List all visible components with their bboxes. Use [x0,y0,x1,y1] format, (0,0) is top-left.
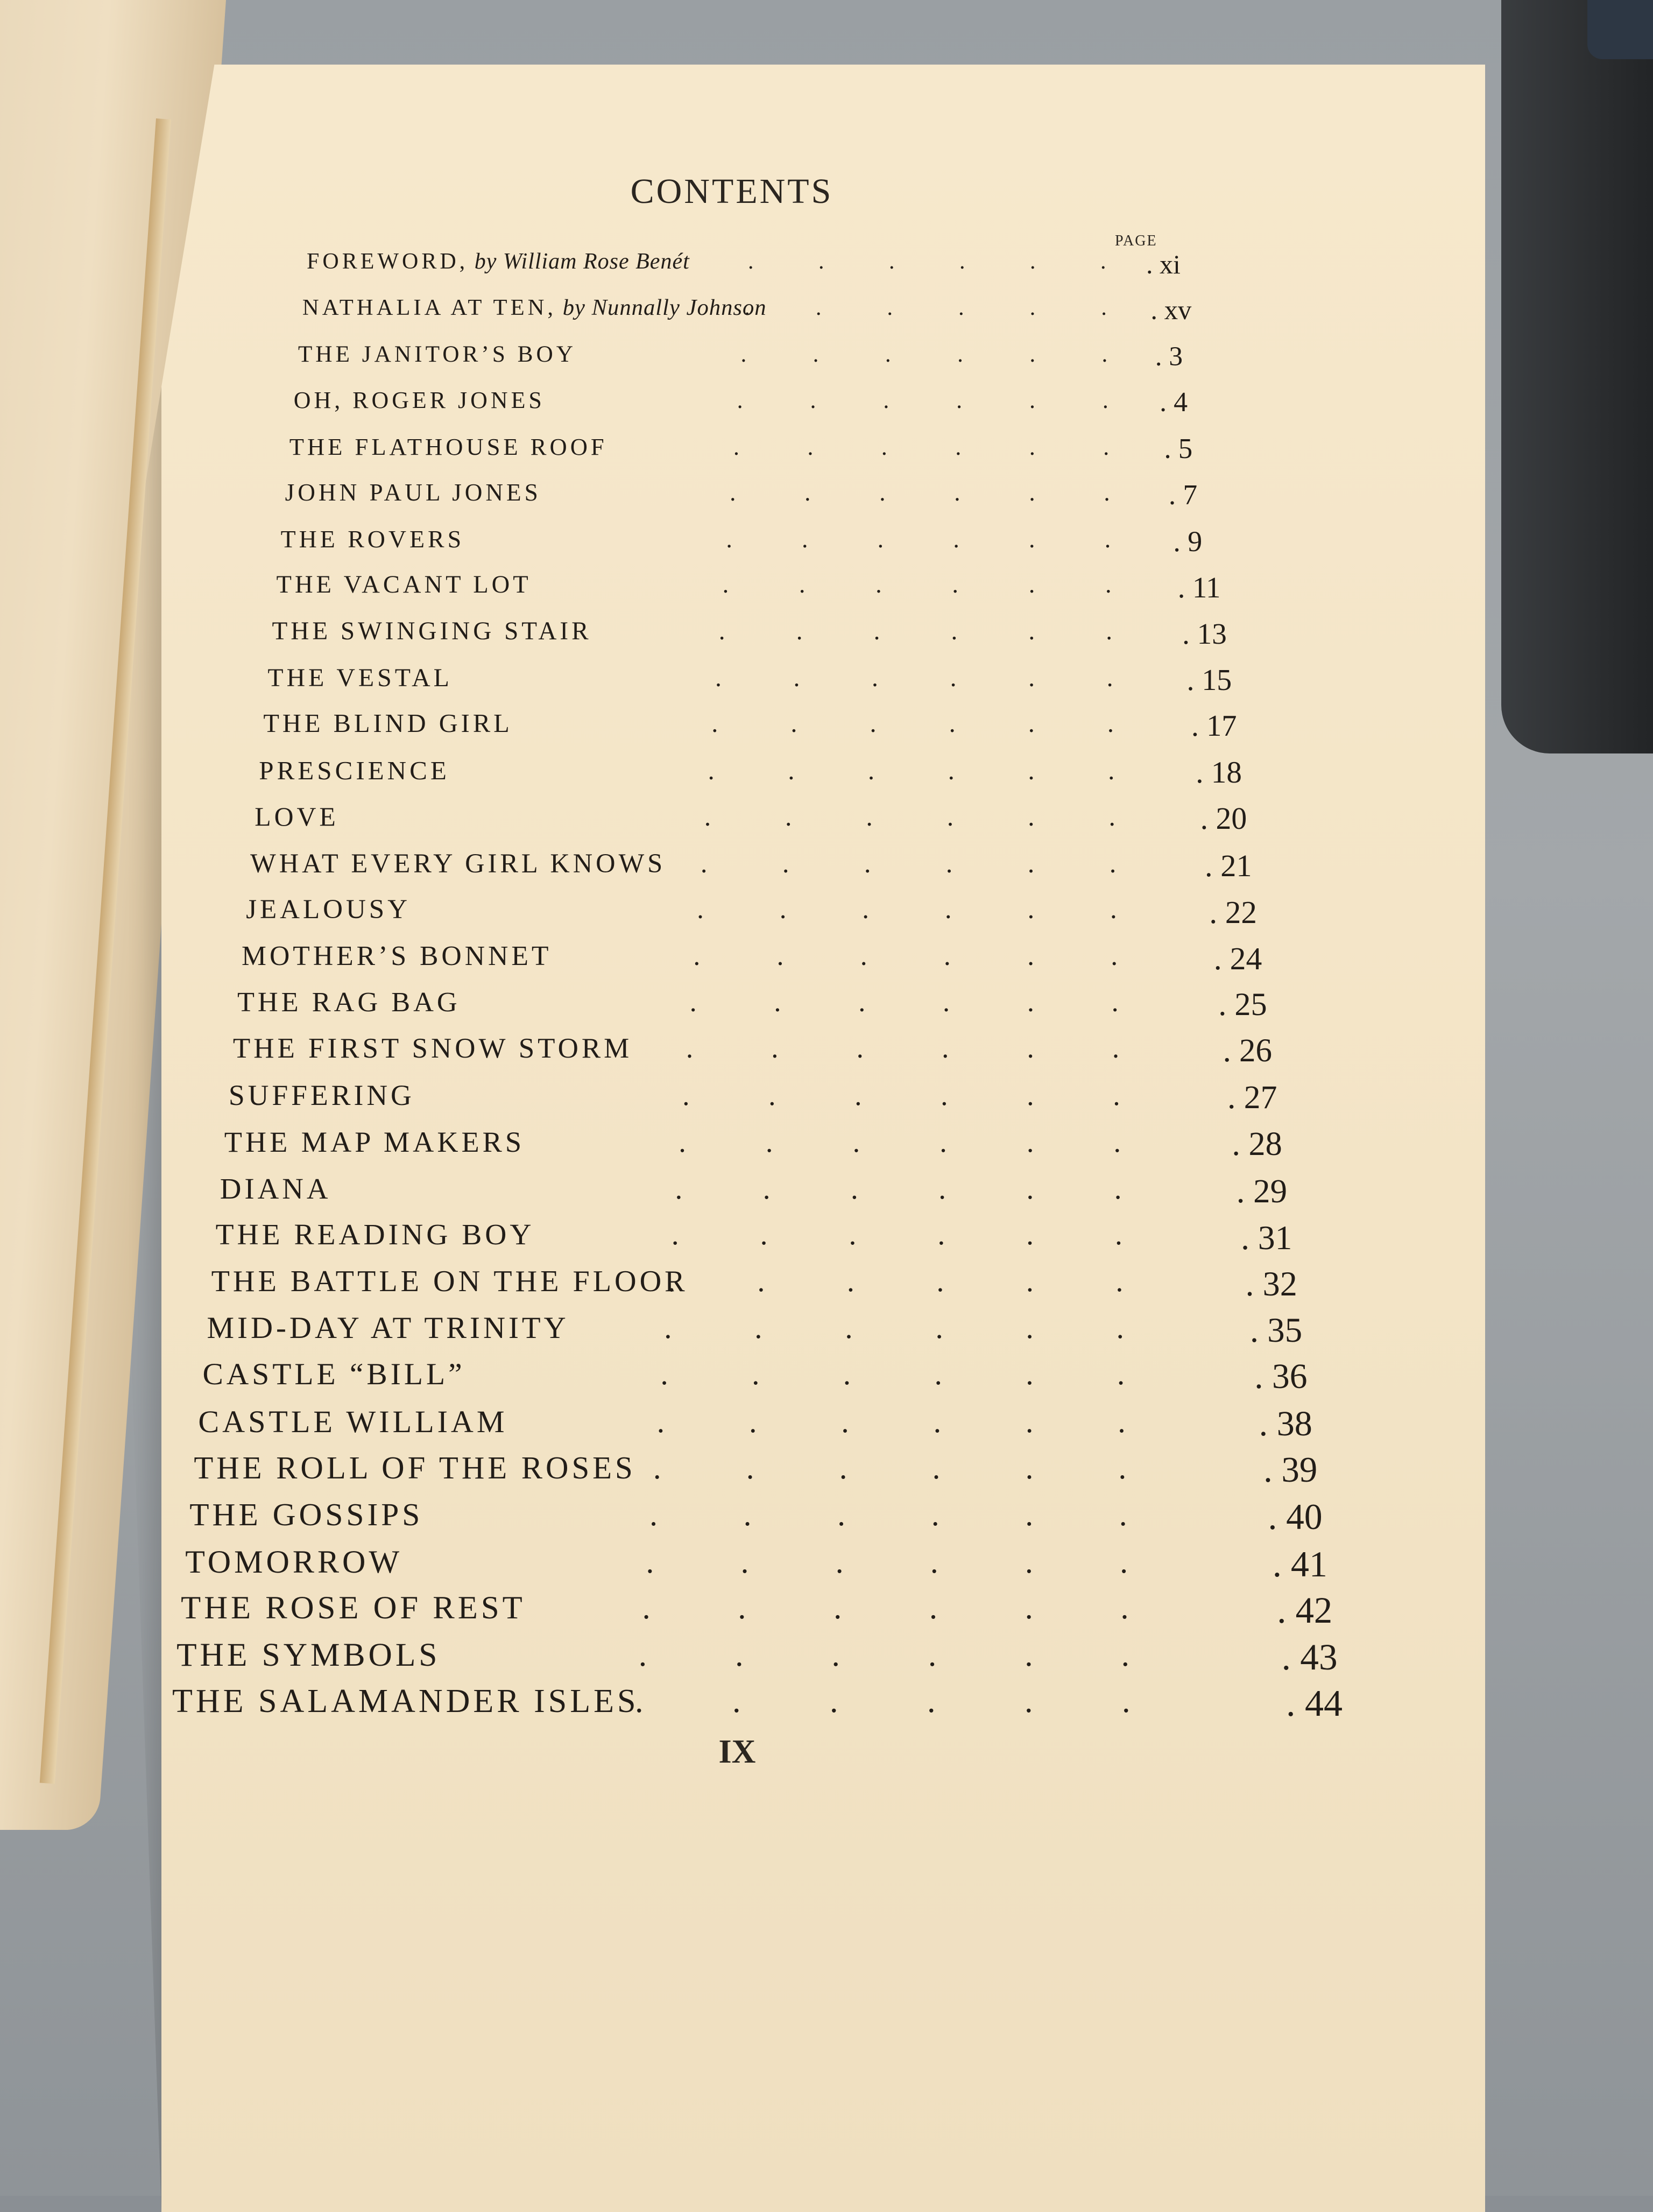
toc-entry-title [281,525,465,553]
toc-entry-page: . 3 [1155,341,1183,372]
toc-entry-title [298,341,576,368]
toc-entry [0,433,1560,476]
toc-entry-page: . 43 [1281,1636,1338,1678]
toc-entry [0,386,1560,429]
toc-entry [0,341,1560,384]
toc-entry-page: . 39 [1263,1450,1318,1490]
dot-leader: . . . . . . [704,801,1115,832]
toc-entry-title [259,755,450,786]
toc-title-text: THE SALAMANDER ISLES [172,1683,639,1720]
dot-leader: . . . . . . [660,1357,1125,1392]
toc-entry-title [255,801,339,832]
toc-entry-page: . 29 [1236,1172,1288,1210]
dot-leader: . . . . . . [653,1450,1127,1485]
toc-entry-page: . 26 [1223,1033,1273,1069]
toc-entry [0,848,1560,891]
dot-leader: . . . . . . [646,1543,1128,1580]
toc-entry-credit: by William Rose Benét [468,249,690,274]
toc-entry [0,1125,1560,1168]
toc-entry-page: . 18 [1196,756,1242,790]
toc-title-text: MID-DAY AT TRINITY [207,1311,569,1345]
toc-entry-title [211,1264,688,1299]
toc-entry [0,1589,1560,1632]
toc-entry-title [198,1404,507,1440]
toc-entry-title [181,1589,526,1627]
toc-entry-page: . 44 [1286,1683,1343,1724]
dot-leader: . . . . . . [649,1497,1127,1533]
toc-entry [0,478,1560,522]
toc-entry-title [307,249,690,274]
toc-entry-title [246,894,411,925]
toc-entry-title [216,1218,535,1252]
toc-entry-title [189,1496,423,1533]
toc-entry-page: . 36 [1254,1357,1308,1397]
toc-entry [0,1357,1560,1400]
dot-leader: . . . . . . [744,295,1107,321]
dot-leader: . . . . . . [635,1683,1131,1720]
dot-leader: . . . . . . [711,709,1114,738]
toc-entry [0,1079,1560,1122]
toc-entry [0,986,1560,1029]
toc-title-text: THE GOSSIPS [189,1497,423,1533]
toc-entry [0,1543,1560,1586]
dot-leader: . . . . . . [740,341,1108,367]
toc-title-text: THE BATTLE ON THE FLOOR [211,1264,688,1298]
toc-title-text: THE ROSE OF REST [181,1590,526,1626]
toc-entry-page: . 25 [1218,987,1267,1023]
dot-leader: . . . . . . [737,387,1108,414]
toc-title-text: LOVE [255,801,339,832]
toc-entry-page: . 7 [1168,479,1198,511]
toc-title-text: JEALOUSY [246,894,411,925]
toc-entry [0,294,1560,337]
toc-entry-title [229,1079,415,1112]
toc-entry-title [233,1032,632,1065]
toc-entry-title [237,986,461,1018]
page-folio: IX [718,1734,756,1770]
dot-leader: . . . . . . [722,571,1112,599]
toc-entry-title [172,1682,639,1721]
toc-title-text: TOMORROW [185,1543,403,1580]
dot-leader: . . . . . . [667,1264,1124,1298]
toc-title-text: THE SYMBOLS [176,1636,441,1673]
toc-entry [0,1264,1560,1307]
toc-entry-title [176,1636,440,1674]
toc-entry-page: . 31 [1241,1218,1292,1257]
toc-entry [0,1218,1560,1261]
toc-entry-page: . 35 [1249,1311,1303,1350]
toc-entry-page: . 21 [1205,848,1252,883]
toc-entry-page: . 5 [1164,433,1193,464]
toc-entry [0,801,1560,844]
toc-entry [0,617,1560,660]
dot-leader: . . . . . . [686,1033,1120,1065]
toc-title-text: THE SWINGING STAIR [272,617,592,646]
toc-entry [0,525,1560,568]
toc-entry [0,709,1560,752]
toc-entry-title [263,709,512,738]
toc-title-text: THE ROVERS [280,525,465,553]
dot-leader: . . . . . . [693,940,1118,971]
toc-entry-page: . 17 [1191,709,1237,743]
toc-title-text: THE JANITOR’S BOY [298,341,577,367]
toc-entry [0,755,1560,798]
dot-leader: . . . . . . [700,848,1117,878]
dot-leader: . . . . . . [689,987,1119,1018]
toc-entry-page: . 9 [1173,525,1203,558]
dot-leader: . . . . . . [697,894,1117,925]
toc-entry [0,1682,1560,1725]
dot-leader: . . . . . . [656,1404,1126,1439]
toc-title-text: WHAT EVERY GIRL KNOWS [250,848,666,878]
toc-entry [0,1172,1560,1215]
toc-entry-title [302,294,767,321]
toc-title-text: THE ROLL OF THE ROSES [194,1450,636,1485]
dot-leader: . . . . . . [675,1172,1122,1205]
dot-leader: . . . . . . [726,525,1111,553]
toc-entry [0,940,1560,983]
toc-entry-page: . xi [1146,249,1181,279]
toc-entry-title [272,617,591,646]
toc-title-text: MOTHER’S BONNET [242,940,552,971]
toc-entry-title [277,570,532,599]
toc-entry-title [207,1311,569,1345]
toc-entry-page: . 41 [1272,1543,1327,1584]
toc-entry-title [285,478,541,506]
toc-entry-title [250,848,666,879]
toc-entry-page: . 27 [1227,1079,1277,1116]
toc-entry [0,1032,1560,1075]
dot-leader: . . . . . . [679,1125,1121,1158]
toc-title-text: THE FIRST SNOW STORM [232,1033,633,1065]
toc-title-text: CASTLE “BILL” [202,1357,465,1392]
toc-entry [0,663,1560,706]
toc-entry [0,1496,1560,1539]
toc-title-text: JOHN PAUL JONES [285,479,541,506]
toc-title-text: THE RAG BAG [237,987,461,1018]
dot-leader: . . . . . . [748,249,1106,274]
toc-entry-title [194,1450,635,1486]
toc-title-text: THE BLIND GIRL [263,709,513,738]
toc-title-text: FOREWORD, [307,249,469,274]
toc-entry-page: . 42 [1277,1590,1333,1631]
toc-entry [0,1450,1560,1493]
toc-entry-page: . 11 [1177,571,1221,604]
dot-leader: . . . . . . [642,1590,1129,1626]
toc-entry [0,1636,1560,1679]
toc-entry-page: . 38 [1259,1404,1312,1443]
toc-title-text: THE VACANT LOT [276,571,532,599]
toc-entry-page: . 40 [1268,1497,1323,1538]
page-column-label: PAGE [1115,233,1157,249]
dot-leader: . . . . . . [638,1636,1130,1673]
toc-title-text: THE MAP MAKERS [224,1125,525,1158]
dot-leader: . . . . . . [715,663,1113,692]
toc-title-text: NATHALIA AT TEN, [302,295,557,321]
dot-leader: . . . . . . [730,479,1110,506]
page-title: CONTENTS [630,172,833,211]
dot-leader: . . . . . . [671,1218,1122,1251]
toc-entry-page: . 24 [1213,940,1262,976]
toc-entry-title [267,663,452,693]
toc-entry-title [224,1125,525,1159]
dot-leader: . . . . . . [708,756,1115,786]
toc-entry [0,570,1560,614]
toc-title-text: PRESCIENCE [259,756,450,786]
toc-title-text: SUFFERING [228,1079,415,1112]
toc-entry-page: . 32 [1245,1264,1297,1303]
toc-entry-credit: by Nunnally Johnson [556,295,767,321]
toc-entry-page: . 28 [1232,1125,1282,1163]
toc-entry-title [220,1172,331,1206]
toc-entry-page: . 22 [1209,894,1257,930]
toc-title-text: THE READING BOY [215,1218,535,1251]
dot-leader: . . . . . . [733,433,1110,460]
toc-entry-title [242,940,552,972]
toc-title-text: THE VESTAL [267,663,453,692]
dot-leader: . . . . . . [682,1079,1120,1112]
toc-entry [0,1404,1560,1447]
toc-entry-title [289,433,607,461]
toc-title-text: THE FLATHOUSE ROOF [289,433,607,460]
toc-title-text: OH, ROGER JONES [293,387,545,414]
toc-entry-page: . 15 [1186,663,1232,697]
toc-entry-page: . xv [1150,295,1192,326]
toc-entry-page: . 20 [1200,801,1247,836]
dot-leader: . . . . . . [664,1311,1124,1345]
toc-entry-title [185,1543,402,1581]
dot-leader: . . . . . . [718,617,1113,646]
toc-entry [0,894,1560,937]
toc-entry [0,249,1560,292]
toc-entry-page: . 13 [1182,617,1227,651]
toc-entry-title [202,1357,465,1392]
toc-entry-title [294,386,545,414]
toc-entry-page: . 4 [1160,387,1188,418]
toc-entry [0,1311,1560,1354]
toc-title-text: DIANA [220,1172,331,1205]
toc-title-text: CASTLE WILLIAM [198,1404,508,1439]
